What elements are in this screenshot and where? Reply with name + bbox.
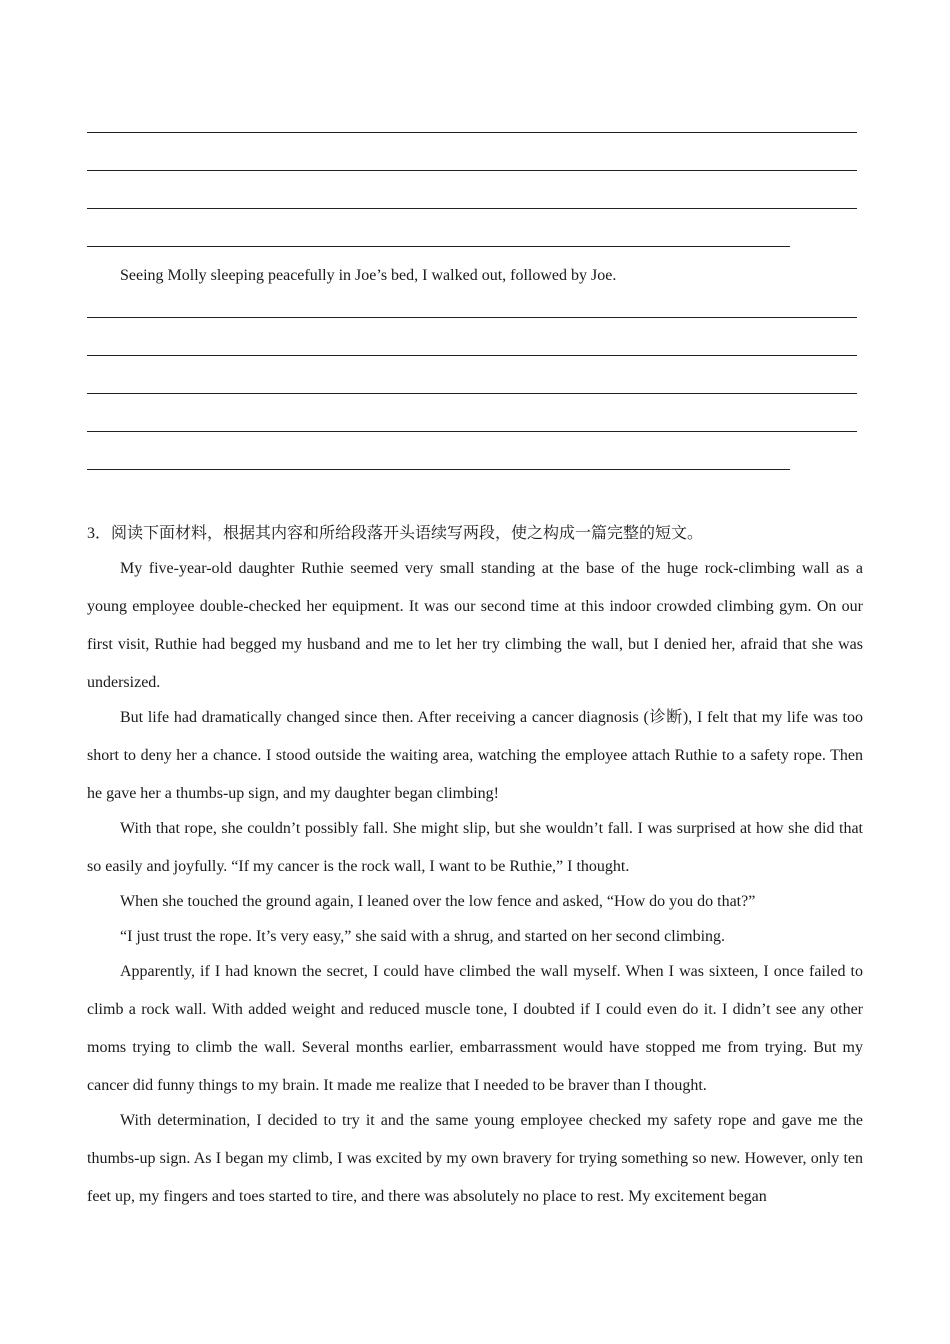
writing-line[interactable] <box>87 208 857 209</box>
writing-line[interactable] <box>87 431 857 432</box>
paragraph-5: “I just trust the rope. It’s very easy,” she said with a shrug, and started on her second climbing. <box>120 928 726 945</box>
question-number: 3． <box>87 525 112 542</box>
writing-line[interactable] <box>87 355 857 356</box>
paragraph-4: When she touched the ground again, I leaned over the low fence and asked, “How do you do that?” <box>120 893 756 910</box>
writing-line[interactable] <box>87 246 790 247</box>
question-heading <box>87 524 703 544</box>
paragraph-2: But life had dramatically changed since then. After receiving a cancer diagnosis (诊断), I felt that my life was too short to deny her a chance. I stood outside the waiting area, watching the employee attach Ruthie to a safety rope. Then he gave her a thumbs-up sign, and my daughter began climbing! <box>87 709 863 802</box>
prompt-sentence: Seeing Molly sleeping peacefully in Joe’s bed, I walked out, followed by Joe. <box>120 267 617 284</box>
question-instruction: 阅读下面材料，根据其内容和所给段落开头语续写两段，使之构成一篇完整的短文。 <box>111 525 704 542</box>
paragraph-1: My five-year-old daughter Ruthie seemed very small standing at the base of the huge rock-climbing wall as a young employee double-checked her equipment. It was our second time at this indoor crowded climbing gym. On our first visit, Ruthie had begged my husband and me to let her try climbing the wall, but I denied her, afraid that she was undersized. <box>87 560 863 691</box>
paragraph-7: With determination, I decided to try it and the same young employee checked my safety rope and gave me the thumbs-up sign. As I began my climb, I was excited by my own bravery for trying something so new. However, only ten feet up, my fingers and toes started to tire, and there was absolutely no place to rest. My excitement began <box>87 1112 863 1205</box>
paragraph-6: Apparently, if I had known the secret, I could have climbed the wall myself. When I was sixteen, I once failed to climb a rock wall. With added weight and reduced muscle tone, I doubted if I could even do it. I didn’t see any other moms trying to climb the wall. Several months earlier, embarrassment would have stopped me from trying. But my cancer did funny things to my brain. It made me realize that I needed to be braver than I thought. <box>87 963 863 1094</box>
writing-line[interactable] <box>87 317 857 318</box>
paragraph-3: With that rope, she couldn’t possibly fall. She might slip, but she wouldn’t fall. I was surprised at how she did that so easily and joyfully. “If my cancer is the rock wall, I want to be Ruthie,” I thought. <box>87 820 863 875</box>
writing-line[interactable] <box>87 132 857 133</box>
writing-line[interactable] <box>87 469 790 470</box>
writing-line[interactable] <box>87 170 857 171</box>
writing-line[interactable] <box>87 393 857 394</box>
